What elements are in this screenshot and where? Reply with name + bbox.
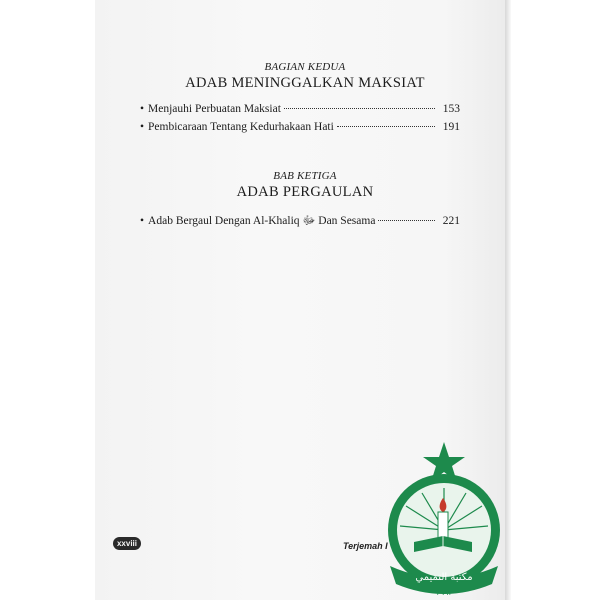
toc-entry-page: 191 <box>442 121 460 133</box>
publisher-seal <box>378 438 510 598</box>
toc-entry[interactable] <box>140 213 460 229</box>
running-title: Terjemah I <box>343 541 388 551</box>
bullet: • <box>140 121 145 133</box>
toc-entry-page: 153 <box>442 103 460 115</box>
section-2-title: ADAB PERGAULAN <box>236 184 374 200</box>
page-number-badge: xxviii <box>113 537 141 550</box>
seal-year: ١٩٩٢ <box>435 588 453 597</box>
toc-entry-title: Pembicaraan Tentang Kedurhakaan Hati <box>148 121 334 133</box>
dot-leader <box>337 126 435 127</box>
section-1-title: ADAB MENINGGALKAN MAKSIAT <box>185 75 425 91</box>
section-2-label: BAB KETIGA <box>273 170 337 182</box>
section-1-label: BAGIAN KEDUA <box>264 61 346 73</box>
toc-entry-title: Menjauhi Perbuatan Maksiat <box>148 103 281 115</box>
toc-entry[interactable] <box>140 121 460 137</box>
dot-leader <box>284 108 435 109</box>
toc-entry-page: 221 <box>442 215 460 227</box>
dot-leader <box>378 220 435 221</box>
seal-arabic-name: مكتبة التميمي <box>415 572 473 583</box>
bullet: • <box>140 215 145 227</box>
toc-entry[interactable] <box>140 103 460 119</box>
bullet: • <box>140 103 145 115</box>
toc-entry-title: Adab Bergaul Dengan Al-Khaliq ﷻ Dan Sesama <box>148 215 376 227</box>
seal-candle-icon <box>438 512 448 538</box>
